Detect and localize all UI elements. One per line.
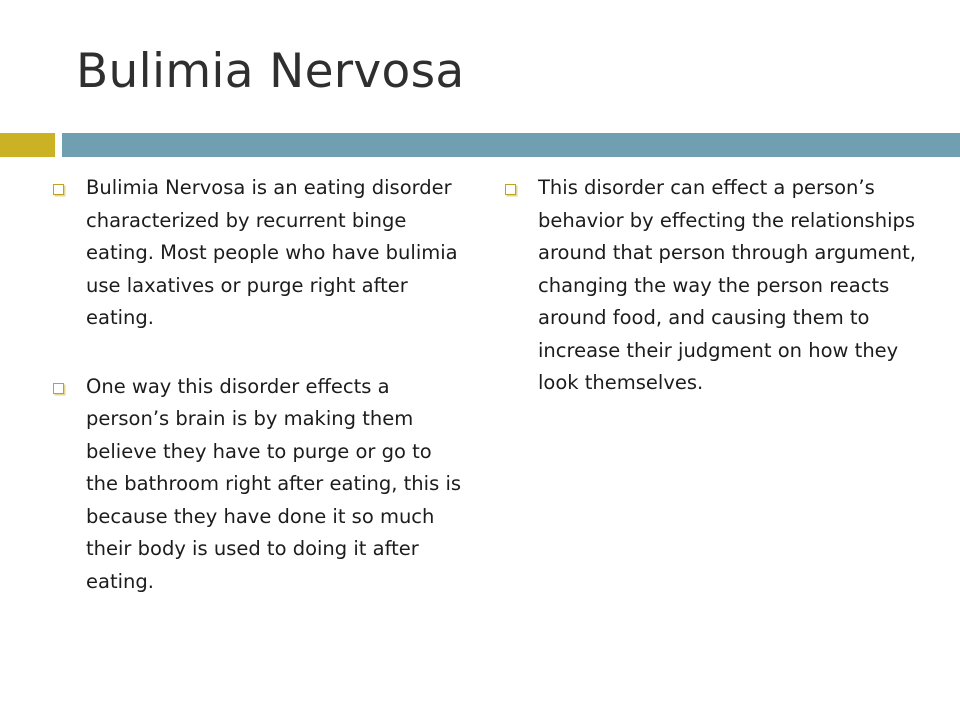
bullet-text: Bulimia Nervosa is an eating disorder characterized by recurrent binge eating. Most people who have bulimia use laxatives or purge right after eating. xyxy=(86,176,458,329)
bullet-item xyxy=(500,172,932,400)
square-bullet-icon xyxy=(53,184,64,195)
bullet-item xyxy=(48,371,468,599)
slide-title: Bulimia Nervosa xyxy=(76,44,465,99)
square-bullet-icon xyxy=(53,383,64,394)
accent-bar xyxy=(0,133,55,157)
bullet-text: One way this disorder effects a person’s brain is by making them believe they have to purge or go to the bathroom right after eating, this is because they have done it so much their body is used to doing it after eating. xyxy=(86,374,462,593)
square-bullet-icon xyxy=(505,184,516,195)
bullet-item xyxy=(48,172,468,335)
right-column xyxy=(500,172,932,400)
left-column xyxy=(48,172,468,598)
bullet-text: This disorder can effect a person’s behavior by effecting the relationships around that person through argument, changing the way the person reacts around food, and causing them to increase their judgment on how they look themselves. xyxy=(538,176,916,394)
title-underline-bar xyxy=(62,133,960,157)
